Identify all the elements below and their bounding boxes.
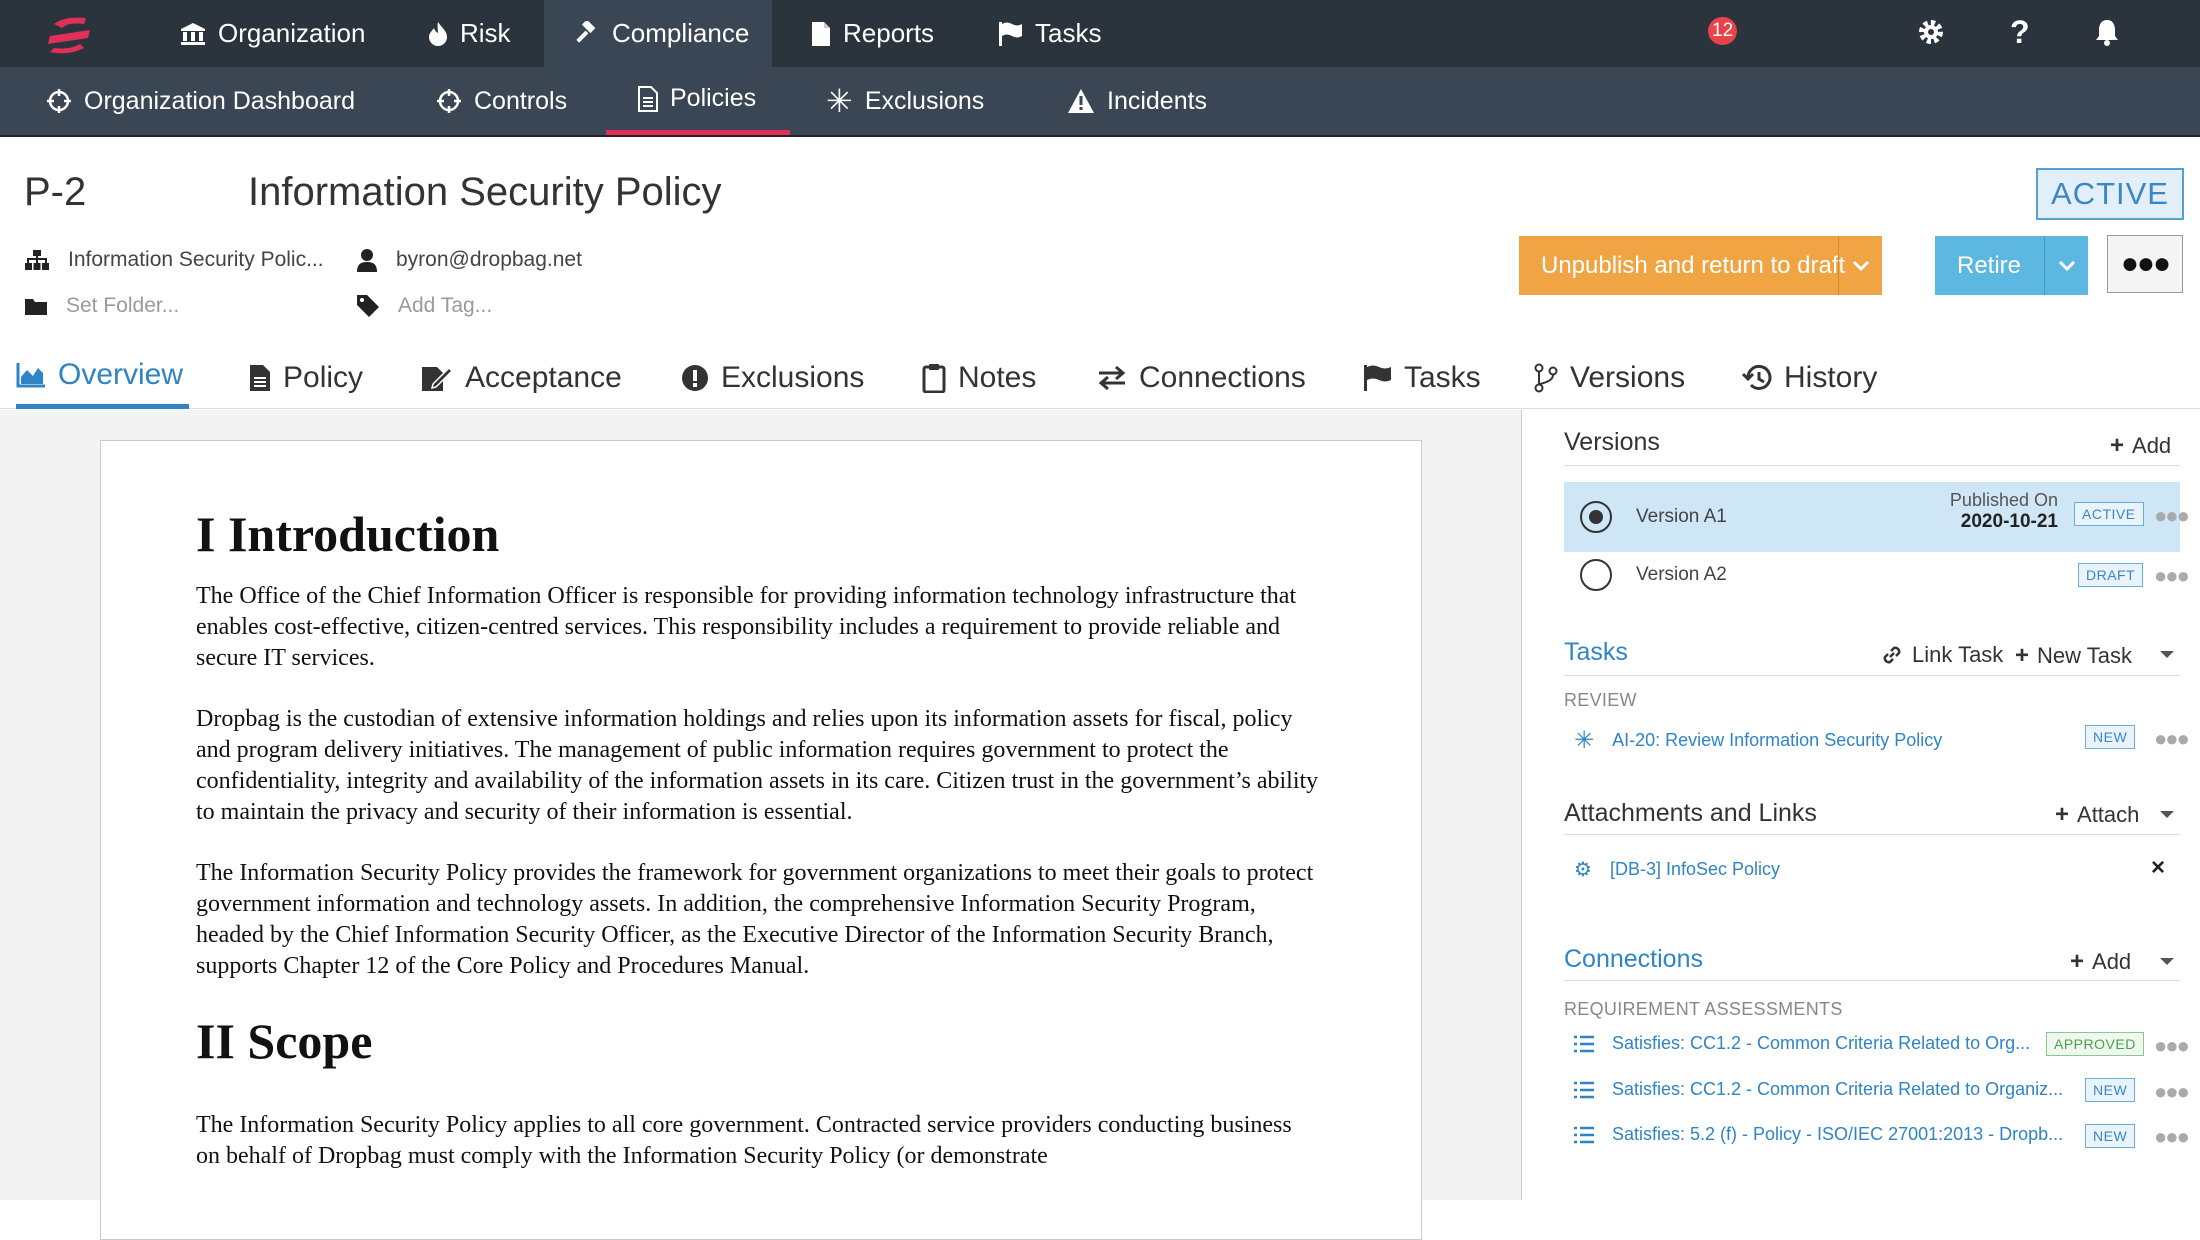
subnav-organization-dashboard-label: Organization Dashboard <box>84 86 355 115</box>
link-task-label: Link Task <box>1912 642 2004 667</box>
tag-placeholder: Add Tag... <box>398 294 493 317</box>
paragraph: The Information Security Policy provides the framework for government organizations to meet their goals to protect government information and technology assets. In addition, the comprehensive Information Security Program, headed by the Chief Information Security Officer, as the Executive Director of the Information Security Branch, supports Chapter 12 of the Core Policy and Procedures Manual. <box>196 860 1314 979</box>
subnav-controls[interactable] <box>436 67 567 135</box>
tasks-title: Tasks <box>1564 638 1628 666</box>
ellipsis-icon[interactable]: ●●● <box>2154 1079 2188 1104</box>
list-icon <box>1574 1126 1594 1144</box>
connection-label: Satisfies: 5.2 (f) - Policy - ISO/IEC 27001:2013 - Dropb... <box>1612 1124 2064 1144</box>
task-group-label: REVIEW <box>1564 690 1637 710</box>
connection-status-badge: APPROVED <box>2046 1032 2144 1056</box>
new-task-button[interactable] <box>2015 642 2132 670</box>
owner-field[interactable] <box>356 248 582 272</box>
connection-label: Satisfies: CC1.2 - Common Criteria Related to Organiz... <box>1612 1079 2064 1099</box>
connection-status-badge: NEW <box>2085 1078 2135 1102</box>
subnav-controls-label: Controls <box>474 86 568 115</box>
connection-link[interactable] <box>1574 1033 2030 1054</box>
gear-icon[interactable] <box>1917 18 1945 53</box>
tab-versions-label: Versions <box>1570 360 1686 394</box>
tab-versions[interactable] <box>1534 346 1685 409</box>
ellipsis-icon[interactable]: ●●● <box>2154 726 2188 751</box>
plus-icon: + <box>2070 948 2085 975</box>
tag-icon <box>356 294 380 318</box>
published-on <box>1900 490 2058 533</box>
branch-icon <box>1534 363 1558 393</box>
tab-policy[interactable] <box>249 346 363 409</box>
tab-history-label: History <box>1784 360 1878 394</box>
ellipsis-icon: ●●● <box>2120 247 2170 280</box>
connection-label: Satisfies: CC1.2 - Common Criteria Related to Org... <box>1612 1033 2031 1053</box>
connection-link[interactable] <box>1574 1124 2063 1145</box>
ellipsis-icon[interactable]: ●●● <box>2154 1124 2188 1149</box>
ellipsis-icon[interactable]: ●●● <box>2154 1033 2188 1058</box>
warning-icon <box>1067 88 1095 114</box>
status-badge: ACTIVE <box>2036 168 2184 220</box>
tab-bar <box>0 340 2200 409</box>
tab-overview-label: Overview <box>58 358 184 391</box>
divider <box>1564 675 2180 676</box>
bell-icon[interactable] <box>2094 18 2120 53</box>
chevron-down-icon[interactable] <box>2158 648 2176 666</box>
section-heading: I Introduction <box>196 506 500 562</box>
subnav-incidents[interactable] <box>1067 67 1207 135</box>
notification-badge[interactable]: 12 <box>1708 17 1737 45</box>
user-icon <box>356 248 378 272</box>
help-icon[interactable]: ? <box>2010 14 2030 50</box>
nav-risk[interactable] <box>428 0 511 67</box>
exchange-icon <box>1097 366 1127 390</box>
radio-selected-icon[interactable] <box>1580 501 1612 533</box>
tag-field[interactable] <box>356 294 492 318</box>
versions-title: Versions <box>1564 428 1660 456</box>
add-connection-label: Add <box>2092 949 2132 974</box>
fire-icon <box>428 21 448 47</box>
file-icon <box>811 21 831 47</box>
exclamation-circle-icon <box>681 364 709 392</box>
plus-icon: + <box>2015 642 2030 669</box>
tab-notes-label: Notes <box>958 360 1037 394</box>
integration-icon: ⚙ <box>1574 859 1592 881</box>
attachments-title: Attachments and Links <box>1564 799 1817 827</box>
policy-id: P-2 <box>24 170 87 214</box>
tab-history[interactable] <box>1742 346 1877 409</box>
asterisk-icon: ✳ <box>826 83 853 119</box>
link-task-button[interactable] <box>1880 642 2003 668</box>
retire-label: Retire <box>1957 251 2022 279</box>
flag-icon <box>997 21 1023 47</box>
nav-organization[interactable] <box>150 0 397 67</box>
nav-organization-label: Organization <box>218 18 366 48</box>
ellipsis-icon[interactable]: ●●● <box>2154 503 2188 528</box>
nav-tasks[interactable] <box>997 0 1101 67</box>
connection-status-badge: NEW <box>2085 1124 2135 1148</box>
tab-tasks-label: Tasks <box>1404 360 1481 394</box>
tab-policy-label: Policy <box>283 360 364 394</box>
document-icon <box>638 86 658 112</box>
bank-icon <box>180 22 206 46</box>
attach-button[interactable] <box>2055 801 2139 829</box>
policy-document <box>100 440 1422 1240</box>
plus-icon: + <box>2055 801 2070 828</box>
sitemap-icon <box>24 249 50 271</box>
radio-unselected-icon[interactable] <box>1580 559 1612 591</box>
unpublish-label: Unpublish and return to draft <box>1541 251 1846 279</box>
crosshair-icon <box>46 88 72 114</box>
subnav-organization-dashboard[interactable] <box>46 67 355 135</box>
folder-placeholder: Set Folder... <box>66 294 180 317</box>
task-link[interactable] <box>1574 726 1942 755</box>
subnav-exclusions[interactable] <box>826 67 984 135</box>
chevron-down-icon[interactable] <box>1838 236 1882 295</box>
document-viewer[interactable] <box>0 410 1522 1200</box>
sub-nav <box>0 67 2200 137</box>
nav-tasks-label: Tasks <box>1035 18 1102 48</box>
tab-exclusions[interactable] <box>681 346 864 409</box>
ellipsis-icon[interactable]: ●●● <box>2154 563 2188 588</box>
subnav-policies[interactable] <box>606 67 790 135</box>
divider <box>1564 465 2180 466</box>
unpublish-button[interactable] <box>1519 236 1882 295</box>
tab-connections[interactable] <box>1097 346 1306 409</box>
tab-notes[interactable] <box>922 346 1036 409</box>
subnav-incidents-label: Incidents <box>1107 86 1208 115</box>
connection-group-label: REQUIREMENT ASSESSMENTS <box>1564 999 1843 1019</box>
version-status-badge: DRAFT <box>2078 563 2143 587</box>
document-icon <box>249 364 271 392</box>
flag-icon <box>1362 364 1392 392</box>
tab-connections-label: Connections <box>1139 360 1306 394</box>
task-status-badge: NEW <box>2085 725 2135 749</box>
chevron-down-icon[interactable] <box>2158 955 2176 973</box>
add-version-button[interactable] <box>2110 432 2171 460</box>
paragraph: Dropbag is the custodian of extensive information holdings and relies upon its information assets for fiscal, policy and program delivery initiatives. The management of public information requires government to protect the confidentiality, integrity and availability of the information assets in its care. Citizen trust in the government’s ability to maintain the privacy and security of their information is essential. <box>196 706 1319 825</box>
subnav-exclusions-label: Exclusions <box>864 86 985 115</box>
tab-acceptance[interactable] <box>421 346 622 409</box>
section-heading: II Scope <box>196 1013 373 1069</box>
chevron-down-icon[interactable] <box>2044 236 2088 295</box>
plus-icon: + <box>2110 432 2125 459</box>
divider <box>1564 980 2180 981</box>
version-label: Version A2 <box>1636 564 1727 585</box>
subnav-policies-label: Policies <box>670 84 757 112</box>
gavel-icon <box>574 21 600 47</box>
owner-label: byron@dropbag.net <box>396 248 582 271</box>
published-label: Published On <box>1949 490 2058 510</box>
tab-acceptance-label: Acceptance <box>465 360 622 394</box>
asterisk-icon: ✳ <box>1574 727 1595 754</box>
new-task-label: New Task <box>2037 643 2132 668</box>
tab-overview[interactable] <box>16 346 189 409</box>
signature-icon <box>421 364 453 392</box>
chart-area-icon <box>16 362 46 388</box>
version-status-badge: ACTIVE <box>2074 502 2144 526</box>
paragraph: The Office of the Chief Information Officer is responsible for providing information technology infrastructure that enables cost-effective, citizen-centred services. This responsibility includes a requirement to provide reliable and secure IT services. <box>196 583 1297 671</box>
tab-exclusions-label: Exclusions <box>721 360 865 394</box>
nav-reports-label: Reports <box>843 18 935 48</box>
attach-label: Attach <box>2077 802 2140 827</box>
link-icon <box>1880 643 1904 667</box>
paragraph: The Information Security Policy applies to all core government. Contracted service providers conducting business on behalf of Dropbag must comply with the Information Security Policy (or demonstrate <box>196 1112 1292 1169</box>
page-title[interactable]: Information Security Policy <box>248 170 722 214</box>
top-nav <box>0 0 2200 67</box>
chevron-down-icon[interactable] <box>2158 808 2176 826</box>
retire-button[interactable] <box>1935 236 2088 295</box>
add-connection-button[interactable] <box>2070 948 2131 976</box>
divider <box>1564 834 2180 835</box>
folder-field[interactable] <box>24 294 179 318</box>
crosshair-icon <box>436 88 462 114</box>
more-actions-button[interactable] <box>2107 235 2183 293</box>
task-label: AI-20: Review Information Security Policy <box>1612 730 1943 750</box>
connection-link[interactable] <box>1574 1079 2063 1100</box>
attachment-label: [DB-3] InfoSec Policy <box>1609 859 1781 879</box>
list-icon <box>1574 1035 1594 1053</box>
logo-icon[interactable] <box>40 14 100 54</box>
hierarchy-label: Information Security Polic... <box>68 248 324 271</box>
hierarchy-field[interactable] <box>24 248 324 272</box>
tab-tasks[interactable] <box>1362 346 1481 409</box>
nav-compliance-label: Compliance <box>612 18 750 48</box>
add-version-label: Add <box>2132 433 2172 458</box>
version-label: Version A1 <box>1636 506 1727 527</box>
attachment-link[interactable] <box>1574 857 1780 882</box>
clipboard-icon <box>922 363 946 393</box>
nav-reports[interactable] <box>811 0 934 67</box>
published-date: 2020-10-21 <box>1960 511 2058 532</box>
folder-icon <box>24 296 48 316</box>
close-icon[interactable]: × <box>2151 854 2166 881</box>
nav-risk-label: Risk <box>460 18 511 48</box>
list-icon <box>1574 1081 1594 1099</box>
history-icon <box>1742 364 1772 392</box>
nav-compliance[interactable] <box>544 0 772 67</box>
connections-title: Connections <box>1564 945 1703 973</box>
